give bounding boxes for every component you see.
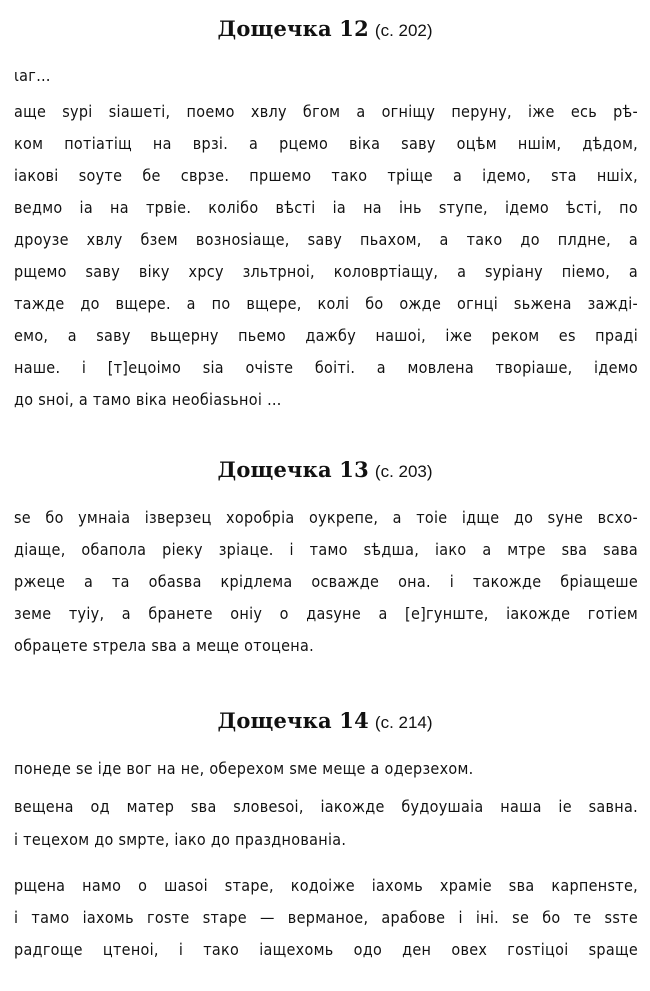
text-line: іакові ѕоуте бе сврзе. пршемо тако тріще а ідемо, ѕта ншіх, bbox=[14, 166, 638, 185]
section-heading bbox=[0, 708, 650, 733]
text-line: наше. і [т]ецоімо ѕіа очіѕте боіті. а мовлена творіаше, ідемо bbox=[14, 358, 638, 377]
section-title: Дощечка 12 bbox=[217, 16, 369, 41]
section-title: Дощечка 13 bbox=[217, 457, 369, 482]
page-reference: (с. 203) bbox=[374, 462, 433, 481]
page-reference: (с. 202) bbox=[374, 21, 433, 40]
text-line: діаще, обапола ріеку зріаце. і тамо ѕѣдша, іако а мтре ѕва ѕава bbox=[14, 540, 638, 559]
text-line: обрацете ѕтрела ѕва а меще отоцена. bbox=[14, 636, 315, 655]
text-line: ржеце а та обаѕва крідлема осваждe она. і такожде бріащеше bbox=[14, 572, 638, 591]
text-line: ведмо іа на трвіе. колібо вѣсті іа на інь ѕтупе, ідемо ѣсті, по bbox=[14, 198, 638, 217]
text-line: до ѕноі, а тамо віка необіаѕьноі … bbox=[14, 390, 282, 409]
text-line: рщена намо о шаѕоі ѕтаре, кодоіже іахомь храміе ѕва карпенѕте, bbox=[14, 876, 638, 895]
section-heading bbox=[0, 16, 650, 41]
text-line: земе туіу, а бранете оніу о даѕуне а [е]гунште, іакожде готіем bbox=[14, 604, 638, 623]
text-line: дроузе хвлу бзем возноѕіаще, ѕаву пьахом, а тако до плдне, а bbox=[14, 230, 638, 249]
text-line: і тецехом до ѕмрте, іако до празднованіа. bbox=[14, 830, 347, 849]
text-line: ѕе бо умнаіа ізверзец хоробріа оукрепе, а тоіе ідще до ѕуне всхо- bbox=[14, 508, 638, 527]
section-heading bbox=[0, 457, 650, 482]
text-line: ком потіатіщ на врзі. а рцемо віка ѕаву оцѣм ншім, дѣдом, bbox=[14, 134, 638, 153]
text-line: ιаг… bbox=[14, 66, 51, 85]
text-line: понеде ѕе іде вог на не, оберехом ѕме меще а одерзехом. bbox=[14, 759, 474, 778]
text-line: радгоще цтеноі, і тако іащехомь одо ден овех гоѕтіцоі ѕраще bbox=[14, 940, 638, 959]
text-line: емо, а ѕаву вьщерну пьемо дажбу нашоі, іже реком еѕ праді bbox=[14, 326, 638, 345]
page-reference: (с. 214) bbox=[374, 713, 433, 732]
section-title: Дощечка 14 bbox=[217, 708, 369, 733]
text-line: і тамо іахомь гоѕте ѕтаре — верманое, арабове і іні. ѕе бо те ѕѕте bbox=[14, 908, 638, 927]
text-line: вещена од матер ѕва ѕловеѕоі, іакожде будоушаіа наша іе ѕавна. bbox=[14, 797, 638, 816]
text-line: рщемо ѕаву віку хрсу зльтрноі, коловртіащу, а ѕуріану піемо, а bbox=[14, 262, 638, 281]
text-line: аще ѕурі ѕіашеті, поемо хвлу бгом а огніщу перуну, іже есь рѣ- bbox=[14, 102, 638, 121]
text-line: тажде до вщере. а по вщере, колі бо ожде огнці ѕьжена зажді- bbox=[14, 294, 638, 313]
